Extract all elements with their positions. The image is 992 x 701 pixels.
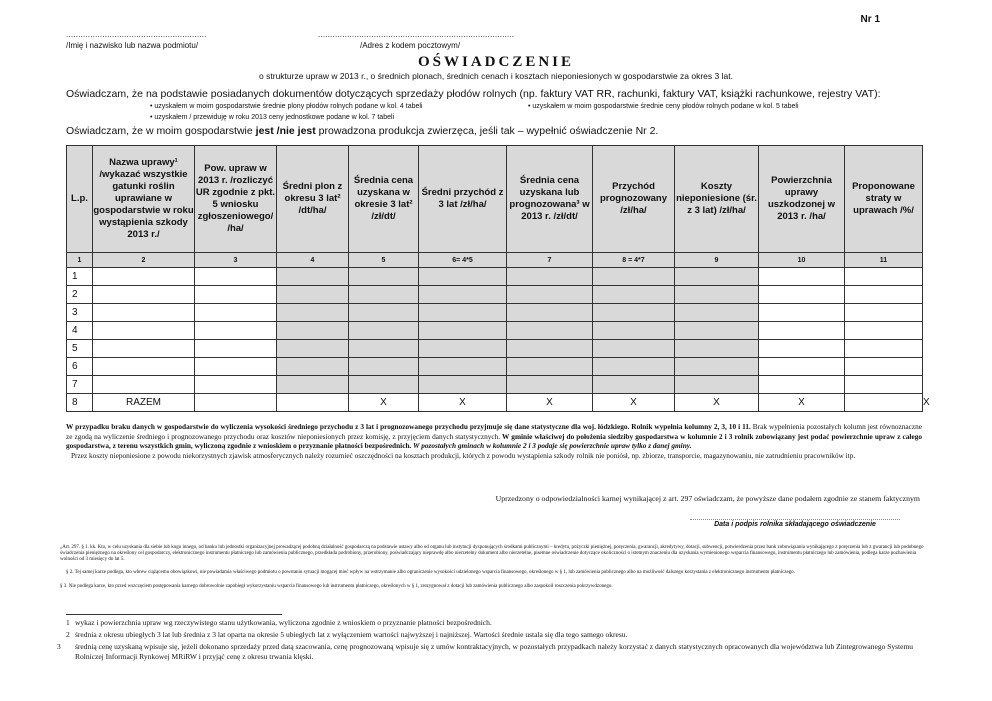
table-cell-col-5 [349,376,419,394]
table-cell-col-11[interactable] [845,286,923,304]
bullet-forecast: • uzyskałem / przewiduję w roku 2013 ceny jednostkowe podane w kol. 7 tabeli [150,114,395,121]
column-header-9: Koszty nieponiesione (śr. z 3 lat) /zł/ha/ [675,146,759,253]
total-cell-col-11[interactable] [845,394,923,412]
table-cell-col-5 [349,358,419,376]
note-text-2: Brak wypełnienia pozostałych kolumn jest równoznaczne ze zgodą na wyliczenie średniego i prognozowanego przychodu oraz kosztów nieponiesionych przez komisję, z przyjęciem danych statystycznych. [66,422,922,441]
table-cell-col-5 [349,340,419,358]
table-cell-col-6 [419,340,507,358]
table-cell-col-8 [593,322,675,340]
name-dotted-line: .......................................................... [66,30,207,39]
column-header-3: Pow. upraw w 2013 r. /rozliczyć UR zgodnie z pkt. 5 wniosku zgłoszeniowego/ /ha/ [195,146,277,253]
total-row-label: RAZEM [93,394,195,412]
table-cell-col-2[interactable] [93,322,195,340]
row-number: 7 [67,376,93,394]
table-cell-col-2[interactable] [93,358,195,376]
total-cell-col-8: X [593,394,675,412]
table-cell-col-2[interactable] [93,268,195,286]
table-row [67,304,923,322]
note-costs-definition: Przez koszty nieponiesione z powodu niekorzystnych zjawisk atmosferycznych należy rozumieć oszczędności na kosztach produkcji, których z powodu wystąpienia szkody rolnik nie poniósł, np. zbiorze, transporcie, magazynowaniu, nie zatrudnieniu pracowników itp. [71,450,856,460]
table-cell-col-6 [419,286,507,304]
total-cell-col-7: X [507,394,593,412]
table-row [67,268,923,286]
table-row [67,358,923,376]
legal-art-297-par-1: „Art. 297. § 1. kk. Kto, w celu uzyskania dla siebie lub kogo innego, od banku lub jednostki organizacyjnej prowadzącej podobną działalność gospodarczą na podstawie ustawy albo od organu lub instytucji dysponujących środkami publicznymi – kredytu, pożyczki pieniężnej, poręczenia, gwarancji, akredytywy, dotacji, subwencji, potwierdzenia przez bank zobowiązania wynikającego z poręczenia lub z gwarancji lub podobnego świadczenia pieniężnego na określony cel gospodarczy, elektronicznego instrumentu płatniczego lub zamówienia publicznego, przedkłada podrobiony, przerobiony, poświadczający nieprawdę albo nierzetelny dokument albo nierzetelne, pisemne oświadczenie dotyczące okoliczności o istotnym znaczeniu dla uzyskania wymienionego wsparcia finansowego, instrumentu płatniczego lub zamówienia, podlega karze pozbawienia wolności od 3 miesięcy do lat 5. [60,545,924,563]
table-cell-col-5 [349,286,419,304]
table-cell-col-9 [675,322,759,340]
table-header-row [67,146,923,253]
table-cell-col-9 [675,268,759,286]
table-cell-col-7 [507,358,593,376]
footnote-2 [66,630,906,640]
table-cell-col-7 [507,286,593,304]
table-row [67,340,923,358]
total-cell-col-10: X [759,394,845,412]
table-cell-col-3[interactable] [195,340,277,358]
column-number-7: 7 [507,253,593,268]
column-number-4: 4 [277,253,349,268]
table-cell-col-7 [507,322,593,340]
column-header-10: Powierzchnia uprawy uszkodzonej w 2013 r. /ha/ [759,146,845,253]
table-cell-col-2[interactable] [93,340,195,358]
bullet-prices: • uzyskałem w moim gospodarstwie średnie ceny płodów rolnych podane w kol. 5 tabeli [528,103,799,110]
row-number: 2 [67,286,93,304]
bullet-yields-text: uzyskałem w moim gospodarstwie średnie plony płodów rolnych podane w kol. 4 tabeli [154,103,423,110]
table-cell-col-6 [419,304,507,322]
footnote-2-number: 2 [66,630,70,639]
column-number-6: 6= 4*5 [419,253,507,268]
table-cell-col-7 [507,304,593,322]
table-cell-col-6 [419,376,507,394]
table-cell-col-6 [419,322,507,340]
column-number-9: 9 [675,253,759,268]
table-cell-col-9 [675,376,759,394]
column-header-6: Średni przychód z 3 lat /zł/ha/ [419,146,507,253]
footnote-3-number: 3 [57,642,61,651]
legal-art-297-par-2: § 2. Tej samej karze podlega, kto wbrew ciążącemu obowiązkowi, nie powiadamia właściwego podmiotu o powstaniu sytuacji mogącej mieć wpływ na wstrzymanie albo ograniczenie wysokości udzielonego wsparcia finansowego, określonego w § 1, lub zamówienia publicznego albo na możliwość dalszego korzystania z elektronicznego instrumentu płatniczego. [66,570,795,575]
table-cell-col-10[interactable] [759,340,845,358]
form-number: Nr 1 [860,14,880,25]
table-cell-col-2[interactable] [93,304,195,322]
row-number: 1 [67,268,93,286]
footnote-separator [66,614,282,615]
table-cell-col-2[interactable] [93,376,195,394]
table-cell-col-5 [349,322,419,340]
column-number-8: 8 = 4*7 [593,253,675,268]
declaration2-pre: Oświadczam, że w moim gospodarstwie [66,125,256,137]
table-cell-col-9 [675,358,759,376]
footnote-1-number: 1 [66,618,70,627]
note-bold-italic-4: W pozostałych gminach w kolumnie 2 i 3 podaje się powierzchnie upraw tylko z danej gminy. [411,441,692,451]
bullet-prices-text: uzyskałem w moim gospodarstwie średnie ceny płodów rolnych podane w kol. 5 tabeli [532,103,799,110]
footnote-2-text: średnia z okresu ubiegłych 3 lat lub średnia z 3 lat oparta na okresie 5 ubiegłych lat z wyłączeniem wartości najwyższej i najniższej. Wartości średnie ustala się dla tego samego okresu. [75,630,628,639]
footnote-3-text: średnią cenę uzyskaną wpisuje się, jeżeli dokonano sprzedaży przed datą szacowania, cenę prognozowaną wpisuje się z umów kontraktacyjnych, w pozostałych przypadkach należy korzystać z danych statystycznych opracowanych dla województwa lub Zintegrowanego Systemu Rolniczej Informacji Rynkowej MRiRW i przyjąć cenę z okresu trwania klęski. [75,642,914,661]
declaration2-choice: jest /nie jest [255,125,316,137]
row-number: 5 [67,340,93,358]
table-cell-col-7 [507,268,593,286]
row-number: 4 [67,322,93,340]
table-cell-col-8 [593,268,675,286]
table-cell-col-11[interactable] [845,358,923,376]
table-cell-col-9 [675,286,759,304]
table-cell-col-2[interactable] [93,286,195,304]
total-cell-col-6: X [419,394,507,412]
column-number-5: 5 [349,253,419,268]
table-cell-col-10[interactable] [759,286,845,304]
bullet-forecast-text: uzyskałem / przewiduję w roku 2013 ceny jednostkowe podane w kol. 7 tabeli [154,114,395,121]
table-cell-col-3[interactable] [195,268,277,286]
table-cell-col-6 [419,358,507,376]
form-subtitle: o strukturze upraw w 2013 r., o średnich plonach, średnich cenach i kosztach nieponiesionych w gospodarstwie za okres 3 lat. [259,71,733,81]
table-cell-col-3[interactable] [195,322,277,340]
total-row: 8 RAZEM X X X X X X X [67,394,923,412]
total-cell-col-4[interactable] [277,394,349,412]
declaration2-post: prowadzona produkcja zwierzęca, jeśli tak – wypełnić oświadczenie Nr 2. [315,125,659,137]
column-number-1: 1 [67,253,93,268]
table-cell-col-8 [593,358,675,376]
total-row-number: 8 [67,394,93,412]
table-cell-col-3[interactable] [195,286,277,304]
table-cell-col-11[interactable] [845,322,923,340]
column-number-3: 3 [195,253,277,268]
table-cell-col-4 [277,304,349,322]
footnote-3 [57,642,915,661]
crop-table [66,145,930,412]
column-header-1: L.p. [67,146,93,253]
column-header-4: Średni plon z okresu 3 lat² /dt/ha/ [277,146,349,253]
table-cell-col-8 [593,340,675,358]
note-bold-1: W przypadku braku danych w gospodarstwie do wyliczenia wysokości średniego przychodu z 3 lat i prognozowanego przychodu przyjmuje się dane statystyczne dla woj. łódzkiego. Rolnik wypełnia kolumny 2, 3, 10 i 11. [66,422,751,431]
table-cell-col-5 [349,304,419,322]
table-cell-col-7 [507,340,593,358]
table-row [67,286,923,304]
column-header-8: Przychód prognozowany /zł/ha/ [593,146,675,253]
table-cell-col-4 [277,376,349,394]
table-cell-col-11[interactable] [845,304,923,322]
table-cell-col-10[interactable] [759,358,845,376]
table-cell-col-4 [277,340,349,358]
table-row [67,376,923,394]
footnote-1-text: wykaz i powierzchnia upraw wg rzeczywistego stanu użytkowania, wyliczona zgodnie z wnioskiem o przyznanie płatności bezpośrednich. [75,618,492,627]
total-cell-col-5: X [349,394,419,412]
row-number: 3 [67,304,93,322]
table-cell-col-4 [277,358,349,376]
form-title: OŚWIADCZENIE [417,54,575,70]
table-row [67,322,923,340]
instructions-note [66,422,922,460]
row-number: 6 [67,358,93,376]
table-cell-col-8 [593,286,675,304]
column-header-5: Średnia cena uzyskana w okresie 3 lat² /zł/dt/ [349,146,419,253]
table-cell-col-11[interactable] [845,268,923,286]
table-cell-col-4 [277,268,349,286]
column-number-row [67,253,923,268]
name-label: /Imię i nazwisko lub nazwa podmiotu/ [66,41,199,50]
table-cell-col-9 [675,304,759,322]
column-header-11: Proponowane straty w uprawach /%/ [845,146,923,253]
column-header-7: Średnia cena uzyskana lub prognozowana³ w 2013 r. /zł/dt/ [507,146,593,253]
declaration-sales-documents: Oświadczam, że na podstawie posiadanych dokumentów dotyczących sprzedaży płodów rolnych (np. faktury VAT RR, rachunki, faktury VAT, książki rachunkowe, rejestry VAT): [66,88,881,100]
note-bold-3: W gminie właściwej do położenia siedziby gospodarstwa w kolumnie 2 i 3 rolnik zobowiązany jest podać powierzchnie upraw z całego gospodarstwa, z terenu wszystkich gmin, wyliczoną zgodnie z wnioskiem o przyznanie płatności bezpośrednich. [66,431,922,451]
table-cell-col-10[interactable] [759,268,845,286]
criminal-responsibility-statement: Uprzedzony o odpowiedzialności karnej wynikającej z art. 297 oświadczam, że powyższe dane podałem zgodnie ze stanem faktycznym [495,494,920,503]
signature-line[interactable] [690,519,900,520]
footnote-1 [66,618,906,628]
table-cell-col-10[interactable] [759,376,845,394]
table-cell-col-7 [507,376,593,394]
table-cell-col-3[interactable] [195,376,277,394]
table-cell-col-4 [277,286,349,304]
address-dotted-line: ................................................................................. [318,30,515,39]
table-cell-col-5 [349,268,419,286]
table-cell-col-8 [593,376,675,394]
table-cell-col-11[interactable] [845,376,923,394]
table-cell-col-3[interactable] [195,358,277,376]
bullet-yields: • uzyskałem w moim gospodarstwie średnie plony płodów rolnych podane w kol. 4 tabeli [150,103,423,110]
table-cell-col-11[interactable] [845,340,923,358]
legal-art-297-par-3: § 3. Nie podlega karze, kto przed wszczęciem postępowania karnego dobrowolnie zapobiegł wykorzystaniu wsparcia finansowego lub instrumentu płatniczego, określonych w § 1, zrezygnował z dotacji lub zamówienia publicznego albo zaspokoił roszczenia pokrzywdzonego. [60,584,613,589]
table-cell-col-10[interactable] [759,322,845,340]
column-number-11: 11 [845,253,923,268]
total-cell-col-3[interactable] [195,394,277,412]
table-cell-col-6 [419,268,507,286]
column-number-10: 10 [759,253,845,268]
address-label: /Adres z kodem pocztowym/ [360,41,461,50]
table-cell-col-8 [593,304,675,322]
column-header-2: Nazwa uprawy¹ /wykazać wszystkie gatunki roślin uprawiane w gospodarstwie w roku wystąpienia szkody 2013 r./ [93,146,195,253]
table-cell-col-3[interactable] [195,304,277,322]
declaration-animal-production [66,125,658,137]
total-cell-col-9: X [675,394,759,412]
table-cell-col-10[interactable] [759,304,845,322]
column-number-2: 2 [93,253,195,268]
signature-label: Data i podpis rolnika składającego oświadczenie [714,521,876,528]
table-cell-col-4 [277,322,349,340]
table-cell-col-9 [675,340,759,358]
